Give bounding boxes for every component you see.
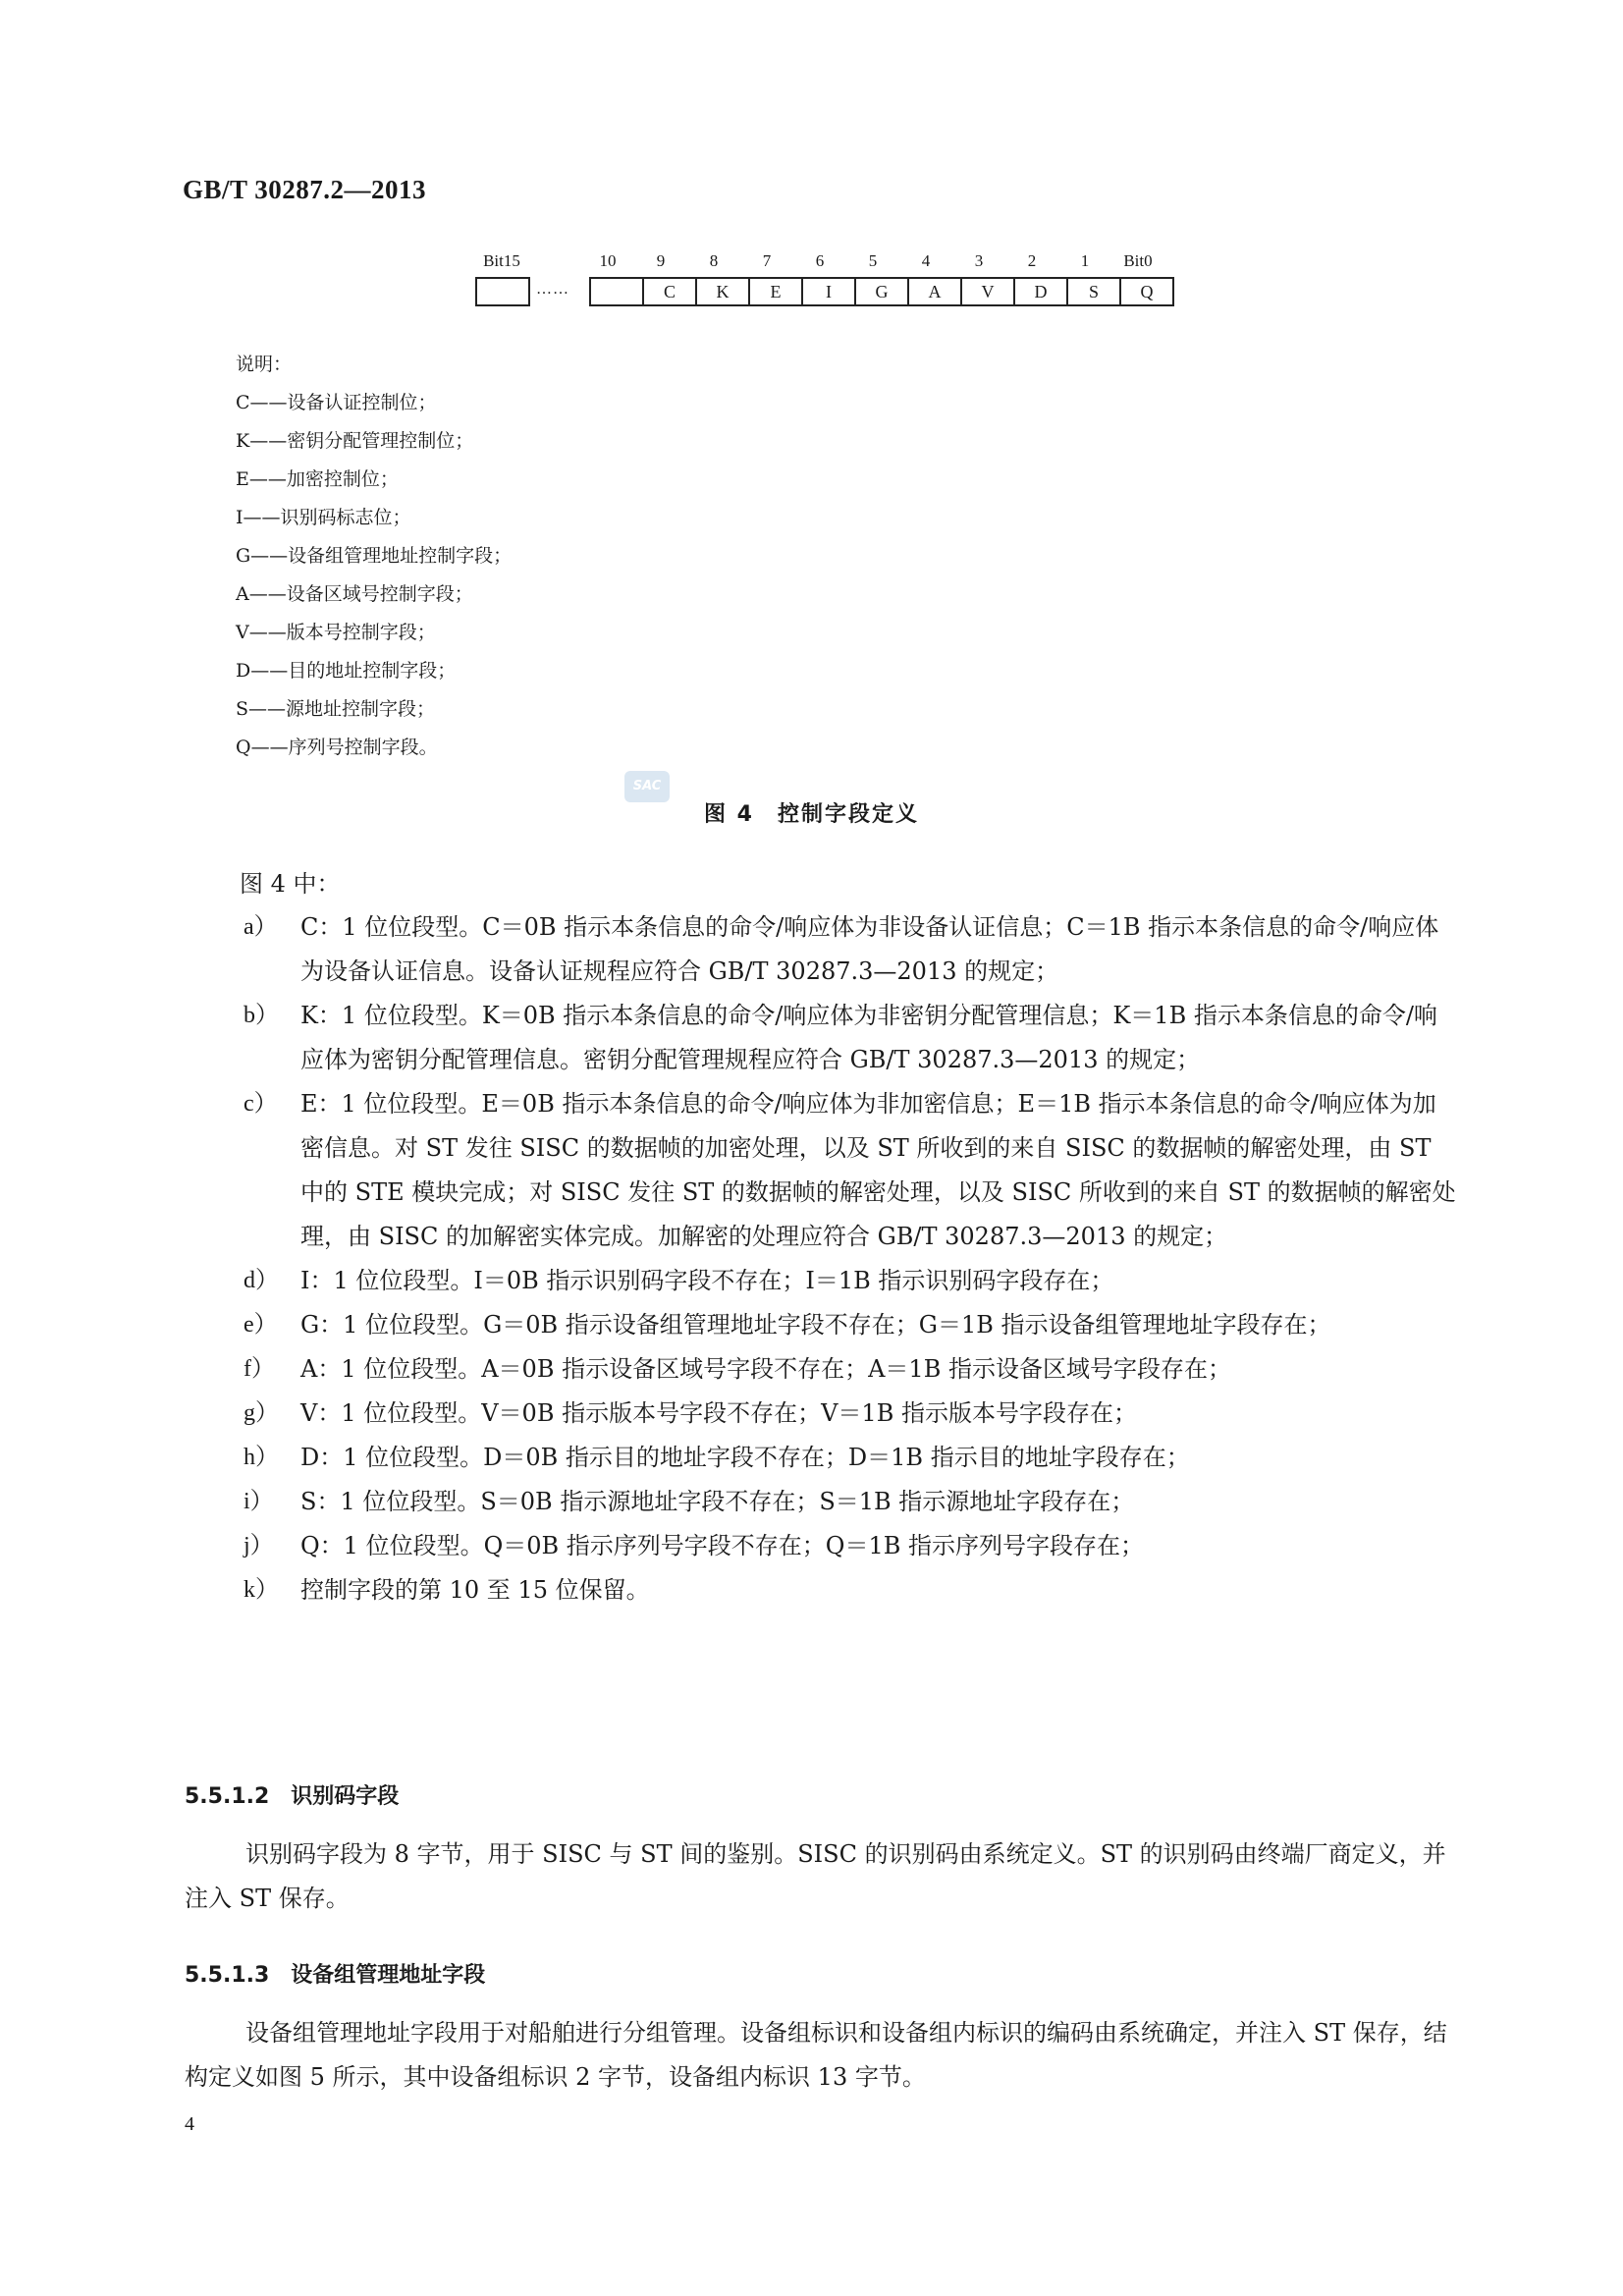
bit-label: Bit15: [483, 251, 520, 270]
legend-item: C——设备认证控制位；: [236, 392, 437, 413]
bit-cell: S: [1066, 277, 1121, 306]
bit-cell: D: [1013, 277, 1068, 306]
item-label: a）: [243, 914, 278, 940]
bit-label: 6: [815, 251, 825, 270]
list-item: [240, 1436, 1457, 1480]
list-item: [240, 1568, 1457, 1613]
item-text: I：1 位位段型。I＝0B 指示识别码字段不存在；I＝1B 指示识别码字段存在；: [300, 1267, 1114, 1294]
bit-label: 9: [656, 251, 666, 270]
legend-item: D——目的地址控制字段；: [236, 660, 457, 682]
item-text: D：1 位位段型。D＝0B 指示目的地址字段不存在；D＝1B 指示目的地址字段存在；: [300, 1444, 1190, 1471]
list-item: [240, 1303, 1457, 1347]
legend-item: E——加密控制位；: [236, 468, 399, 490]
section-body-5513: 设备组管理地址字段用于对船舶进行分组管理。设备组标识和设备组内标识的编码由系统确定，并注入 ST 保存，结构定义如图 5 所示，其中设备组标识 2 字节，设备组内标识 13 字节。: [185, 2019, 1447, 2091]
item-text: S：1 位位段型。S＝0B 指示源地址字段不存在；S＝1B 指示源地址字段存在；: [300, 1488, 1135, 1515]
bit-cell-15: [475, 277, 530, 306]
bit-cell: V: [960, 277, 1015, 306]
section-heading-5513: 5.5.1.3 设备组管理地址字段: [185, 1963, 486, 1988]
explanation-intro: 图 4 中：: [240, 870, 341, 898]
legend-item: G——设备组管理地址控制字段；: [236, 545, 513, 567]
bit-cell: E: [748, 277, 803, 306]
figure-caption: 图 4 控制字段定义: [704, 802, 919, 827]
item-label: g）: [243, 1400, 279, 1426]
list-item: [240, 994, 1457, 1082]
page-number: 4: [185, 2113, 194, 2135]
bit-label: 7: [762, 251, 772, 270]
item-text: 控制字段的第 10 至 15 位保留。: [300, 1576, 650, 1604]
item-label: d）: [243, 1268, 279, 1293]
item-label: f）: [243, 1356, 275, 1382]
bit-cell: A: [907, 277, 962, 306]
bit-cell: I: [801, 277, 856, 306]
section-heading-5512: 5.5.1.2 识别码字段: [185, 1784, 400, 1809]
list-item: [240, 1480, 1457, 1524]
item-label: b）: [243, 1003, 279, 1028]
bit-label: 2: [1027, 251, 1037, 270]
legend-item: I——识别码标志位；: [236, 507, 411, 528]
legend-item: Q——序列号控制字段。: [236, 737, 438, 758]
item-label: c）: [243, 1091, 278, 1117]
legend-item: K——密钥分配管理控制位；: [236, 430, 474, 452]
bit-cell: K: [695, 277, 750, 306]
bit-cell-10: [589, 277, 644, 306]
bit-label: 8: [709, 251, 719, 270]
bit-label: 4: [921, 251, 931, 270]
item-label: j）: [243, 1533, 274, 1558]
list-item: [240, 1392, 1457, 1436]
legend-item: S——源地址控制字段；: [236, 698, 436, 720]
bit-cell: G: [854, 277, 909, 306]
bit-cell: C: [642, 277, 697, 306]
list-item: [240, 1524, 1457, 1568]
list-item: [240, 1259, 1457, 1303]
item-text: K：1 位位段型。K＝0B 指示本条信息的命令/响应体为非密钥分配管理信息；K＝1B 指示本条信息的命令/响应体为密钥分配管理信息。密钥分配管理规程应符合 GB/T 30287.3—2013 的规定；: [300, 1002, 1437, 1073]
item-label: i）: [243, 1489, 274, 1514]
bit-label: 1: [1080, 251, 1090, 270]
bit-label: Bit0: [1123, 251, 1153, 270]
bit-label: 3: [974, 251, 984, 270]
list-item: [240, 1082, 1457, 1259]
ellipsis: ……: [536, 281, 569, 298]
legend-title: 说明：: [236, 354, 293, 375]
figure-legend: [236, 346, 512, 767]
section-body-5512: 识别码字段为 8 字节，用于 SISC 与 ST 间的鉴别。SISC 的识别码由系统定义。ST 的识别码由终端厂商定义，并注入 ST 保存。: [185, 1840, 1446, 1912]
item-text: Q：1 位位段型。Q＝0B 指示序列号字段不存在；Q＝1B 指示序列号字段存在；: [300, 1532, 1144, 1559]
item-text: E：1 位位段型。E＝0B 指示本条信息的命令/响应体为非加密信息；E＝1B 指示本条信息的命令/响应体为加密信息。对 ST 发往 SISC 的数据帧的加密处理，以及 ST 所收到的来自 SISC 的数据帧的解密处理，由 ST 中的 STE 模块完成；对 SISC 发往 ST 的数据帧的解密处理，以及 SISC 所收到的来自 ST 的数据帧的解密处理，由 SISC 的加解密实体完成。加解密的处理应符合 GB/T 30287.3—2013 的规定；: [300, 1090, 1456, 1250]
legend-item: V——版本号控制字段；: [236, 622, 436, 643]
item-label: k）: [243, 1577, 279, 1603]
item-label: e）: [243, 1312, 278, 1338]
item-label: h）: [243, 1445, 279, 1470]
item-text: A：1 位位段型。A＝0B 指示设备区域号字段不存在；A＝1B 指示设备区域号字段存在；: [300, 1355, 1231, 1383]
item-text: C：1 位位段型。C＝0B 指示本条信息的命令/响应体为非设备认证信息；C＝1B 指示本条信息的命令/响应体为设备认证信息。设备认证规程应符合 GB/T 30287.3—2013 的规定；: [300, 913, 1439, 985]
list-item: [240, 905, 1457, 994]
standard-number: GB/T 30287.2—2013: [183, 175, 427, 204]
bit-label: 5: [868, 251, 878, 270]
bit-label: 10: [599, 251, 617, 270]
control-field-register: [475, 251, 1172, 306]
list-item: [240, 1347, 1457, 1392]
sac-watermark-logo: SAC: [624, 771, 670, 802]
item-text: G：1 位位段型。G＝0B 指示设备组管理地址字段不存在；G＝1B 指示设备组管理地址字段存在；: [300, 1311, 1331, 1339]
bit-cell: Q: [1119, 277, 1174, 306]
legend-item: A——设备区域号控制字段；: [236, 583, 473, 605]
item-text: V：1 位位段型。V＝0B 指示版本号字段不存在；V＝1B 指示版本号字段存在；: [300, 1399, 1137, 1427]
explanation-list: [240, 905, 1457, 1613]
